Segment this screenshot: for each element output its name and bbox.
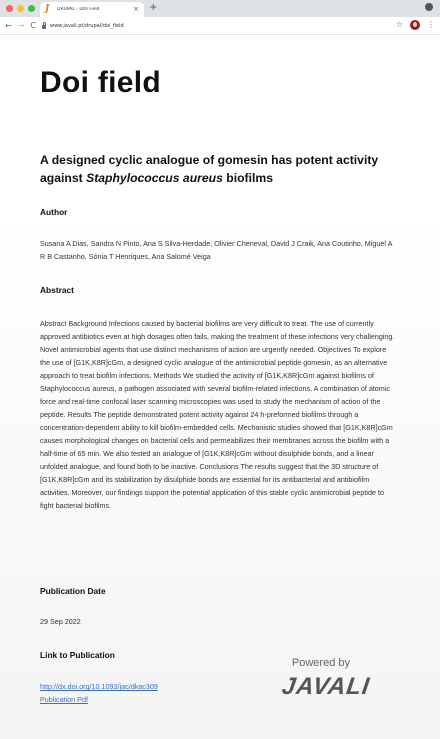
close-window-button[interactable]: [6, 5, 13, 12]
page-title: Doi field: [40, 66, 162, 99]
abstract-text: Abstract Background Infections caused by bacterial biofilms are very difficult to treat. The use of currently approved antibiotics even at high dosages often fails, making the treatment of these infections very challenging. Novel antimicrobial agents that use distinct mechanisms of action are urgently needed. Objectives To explore the use of [G1K,K8R]cGm, a designed cyclic analogue of the antimicrobial peptide gomesin, as an alternative approach to treat biofilm infections. Methods We studied the activity of [G1K,K8R]cGm against biofilms of Staphylococcus aureus, a pathogen associated with several biofilm-related infections. A combination of atomic force and real-time confocal laser scanning microscopies was used to study the mechanism of action of the peptide. Results The peptide demonstrated potent activity against 24 h-preformed biofilms through a concentration-dependent ability to kill biofilm-embedded cells. Mechanistic studies showed that [G1K,K8R]cGm causes morphological changes on bacterial cells and permeabilizes their membranes across the biofilm with a half-time of 65 min. We also tested an analogue of [G1K,K8R]cGm without disulphide bonds, and a linear unfolded analogue, and found both to be inactive. Conclusions The results suggest that the 3D structure of [G1K,K8R]cGm and its stabilization by disulphide bonds are essential for its antibacterial and antibiofilm activities. Moreover, our findings support the potential application of this stable cyclic antimicrobial peptide to fight bacterial biofilms.: [40, 319, 395, 510]
article-title-species: Staphylococcus aureus: [86, 171, 223, 185]
page-content: [0, 35, 440, 739]
new-tab-button[interactable]: +: [149, 2, 158, 13]
browser-status-icon: [425, 3, 433, 11]
powered-by-footer: [270, 657, 370, 701]
toolbar-actions: [396, 20, 435, 30]
abstract-heading: Abstract: [40, 285, 74, 295]
article-title-text: A designed cyclic analogue of gomesin has potent activity against: [40, 153, 379, 185]
javali-logo[interactable]: JAVALI: [280, 673, 372, 700]
powered-by-text: Powered by: [291, 657, 350, 669]
browser-tab[interactable]: [40, 2, 144, 17]
publication-date: 29 Sep 2022: [40, 617, 81, 626]
doi-link[interactable]: http://dx.doi.org/10.1093/jac/dkac309: [40, 682, 158, 691]
browser-tab-bar: [0, 0, 440, 17]
forward-button[interactable]: →: [17, 20, 25, 30]
profile-avatar-icon[interactable]: [410, 20, 420, 30]
reload-button[interactable]: C: [30, 20, 36, 30]
back-button[interactable]: ←: [5, 20, 12, 30]
tab-title: DRUPAL - DOI Field: [57, 7, 100, 12]
bookmark-star-icon[interactable]: ☆: [395, 20, 403, 29]
maximize-window-button[interactable]: [28, 5, 35, 12]
publication-pdf-link[interactable]: Publication Pdf: [40, 695, 88, 704]
browser-menu-icon[interactable]: ⋮: [427, 20, 435, 29]
lock-icon: [42, 25, 46, 29]
author-heading: Author: [40, 207, 68, 217]
browser-toolbar: [0, 17, 440, 35]
javali-favicon-icon: J: [45, 4, 50, 14]
window-controls: [6, 5, 35, 12]
minimize-window-button[interactable]: [17, 5, 24, 12]
article-title: [40, 151, 400, 187]
publication-link-heading: Link to Publication: [40, 650, 115, 660]
article-title-suffix: biofilms: [222, 171, 273, 185]
url-text: www.javali.pt/drupal/doi_field: [50, 22, 124, 29]
authors-list: Susana A Dias, Sandra N Pinto, Ana S Silva-Herdade, Olivier Cheneval, David J Craik, Ana Coutinho, Miguel A R B Castanho, Sónia T Henriques, Ana Salomé Veiga: [40, 239, 392, 261]
publication-date-heading: Publication Date: [40, 586, 106, 596]
address-bar[interactable]: [42, 20, 385, 32]
tab-close-icon[interactable]: ×: [133, 5, 139, 13]
